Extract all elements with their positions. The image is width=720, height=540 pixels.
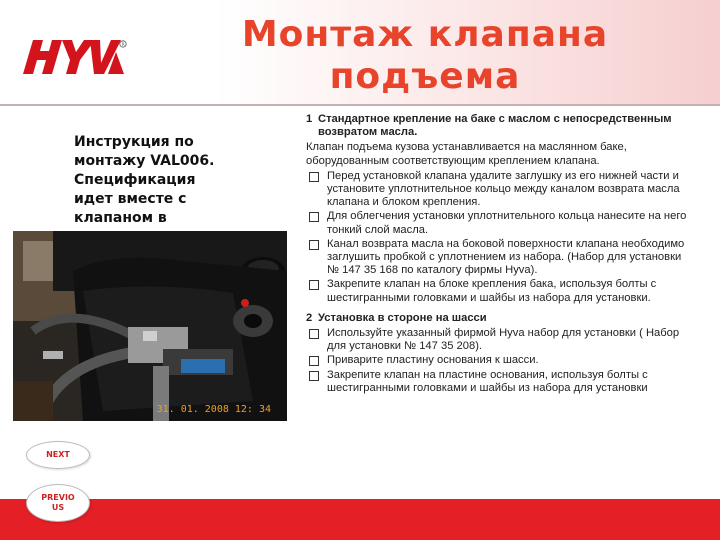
section-title: Стандартное крепление на баке с маслом с непосредственным возвратом масла. <box>318 113 672 139</box>
svg-text:R: R <box>121 42 125 48</box>
bullet-item <box>306 354 692 367</box>
checkbox-bullet-icon <box>309 212 319 222</box>
next-button-label: NEXT <box>46 450 70 459</box>
section-number: 2 <box>306 311 313 324</box>
checkbox-bullet-icon <box>309 329 319 339</box>
bullet-text: Закрепите клапан на пластине основания, используя болты с шестигранными головками и шайбы из набора для установки <box>327 368 648 394</box>
valve-installation-photo <box>13 231 287 421</box>
photo-timestamp: 31. 01. 2008 12: 34 <box>156 404 271 415</box>
section-paragraph: Клапан подъема кузова устанавливается на маслянном баке, оборудованным соответствующим креплением клапана. <box>306 141 627 167</box>
bullet-text: Для облегчения установки уплотнительного кольца нанесите на него тонкий слой масла. <box>327 210 687 236</box>
footer-bar <box>0 499 720 540</box>
intro-line: клапаном в <box>74 210 167 226</box>
bullet-item <box>306 170 692 210</box>
previous-label-line-2: US <box>51 503 65 512</box>
title-line-1: Монтаж клапана <box>241 14 609 55</box>
header-divider <box>0 104 720 106</box>
bullet-item <box>306 238 692 278</box>
scanned-document <box>306 113 692 481</box>
intro-line: Инструкция по <box>74 134 194 150</box>
section-heading <box>306 312 692 325</box>
intro-text <box>74 133 244 228</box>
previous-button-label <box>41 493 74 513</box>
bullet-item <box>306 210 692 236</box>
bullet-item <box>306 327 692 353</box>
intro-line: Спецификация <box>74 172 196 188</box>
intro-line: идет вместе с <box>74 191 187 207</box>
bullet-text: Приварите пластину основания к шасси. <box>327 354 539 367</box>
bullet-item <box>306 369 692 395</box>
checkbox-bullet-icon <box>309 172 319 182</box>
section-heading <box>306 113 692 139</box>
checkbox-bullet-icon <box>309 356 319 366</box>
previous-button[interactable] <box>26 484 90 522</box>
bullet-text: Закрепите клапан на блоке крепления бака, используя болты с шестигранными головками и шайбы из набора для установки. <box>327 278 657 304</box>
next-button[interactable] <box>26 441 90 469</box>
bullet-text: Канал возврата масла на боковой поверхности клапана необходимо заглушить пробкой с уплотнением из набора. (Набор для установки № 147 35 168 по каталогу фирмы Hyva). <box>327 237 685 277</box>
page-title <box>210 14 640 98</box>
checkbox-bullet-icon <box>309 280 319 290</box>
photo-illustration <box>13 231 287 421</box>
bullet-text: Перед установкой клапана удалите заглушку из его нижней части и установите уплотнительное кольцо между каналом возврата масла клапана и блоком крепления. <box>327 169 680 209</box>
section-title: Установка в стороне на шасси <box>318 311 487 324</box>
intro-line: монтажу VAL006. <box>74 153 215 169</box>
section-number: 1 <box>306 113 313 125</box>
previous-label-line-1: PREVIO <box>41 493 75 502</box>
checkbox-bullet-icon <box>309 240 319 250</box>
bullet-text: Используйте указанный фирмой Hyva набор для установки ( Набор для установки № 147 35 208). <box>327 327 680 353</box>
checkbox-bullet-icon <box>309 371 319 381</box>
bullet-item <box>306 278 692 304</box>
hyva-logo <box>20 38 128 76</box>
title-line-2: подъема <box>329 56 521 97</box>
